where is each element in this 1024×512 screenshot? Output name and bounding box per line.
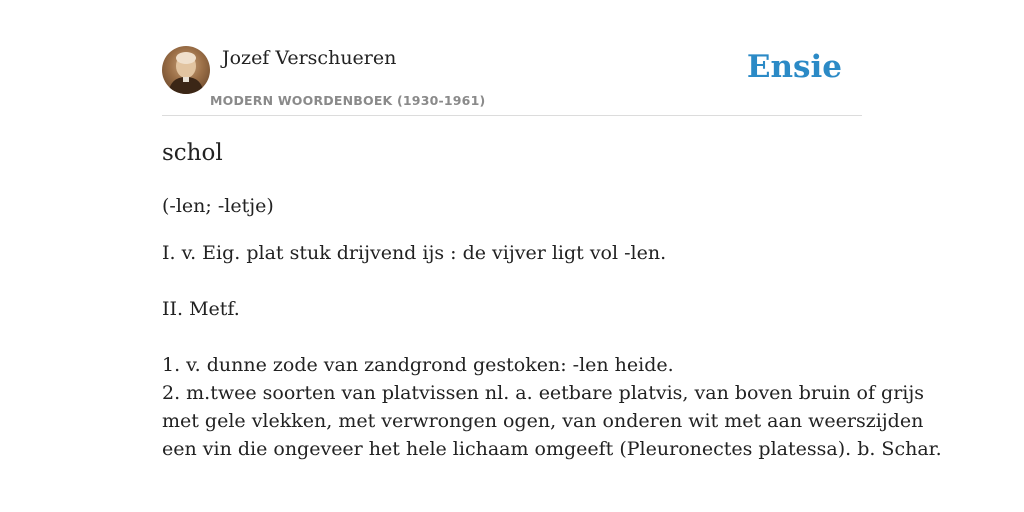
definition-line: 1. v. dunne zode van zandgrond gestoken: -len heide. — [162, 354, 674, 376]
source-dictionary[interactable]: MODERN WOORDENBOEK (1930-1961) — [210, 93, 486, 108]
author-name[interactable]: Jozef Verschueren — [222, 47, 397, 69]
entry-definition — [162, 239, 942, 463]
definition-line: 2. m.twee soorten van platvissen nl. a. eetbare platvis, van boven bruin of grijs — [162, 382, 925, 404]
definition-spacer — [162, 323, 862, 351]
entry-word: schol — [162, 140, 223, 166]
definition-spacer — [162, 267, 862, 295]
ensie-logo-link[interactable]: Ensie — [746, 49, 842, 85]
author-portrait-icon — [162, 46, 210, 94]
entry-header — [162, 46, 862, 116]
definition-line: II. Metf. — [162, 298, 240, 320]
definition-line: met gele vlekken, met verwrongen ogen, van onderen wit met aan weerszijden — [162, 410, 924, 432]
definition-line: I. v. Eig. plat stuk drijvend ijs : de vijver ligt vol -len. — [162, 242, 667, 264]
entry-inflection: (-len; -letje) — [162, 195, 274, 217]
author-avatar[interactable] — [162, 46, 210, 94]
definition-line: een vin die ongeveer het hele lichaam omgeeft (Pleuronectes platessa). b. Schar. — [162, 438, 942, 460]
